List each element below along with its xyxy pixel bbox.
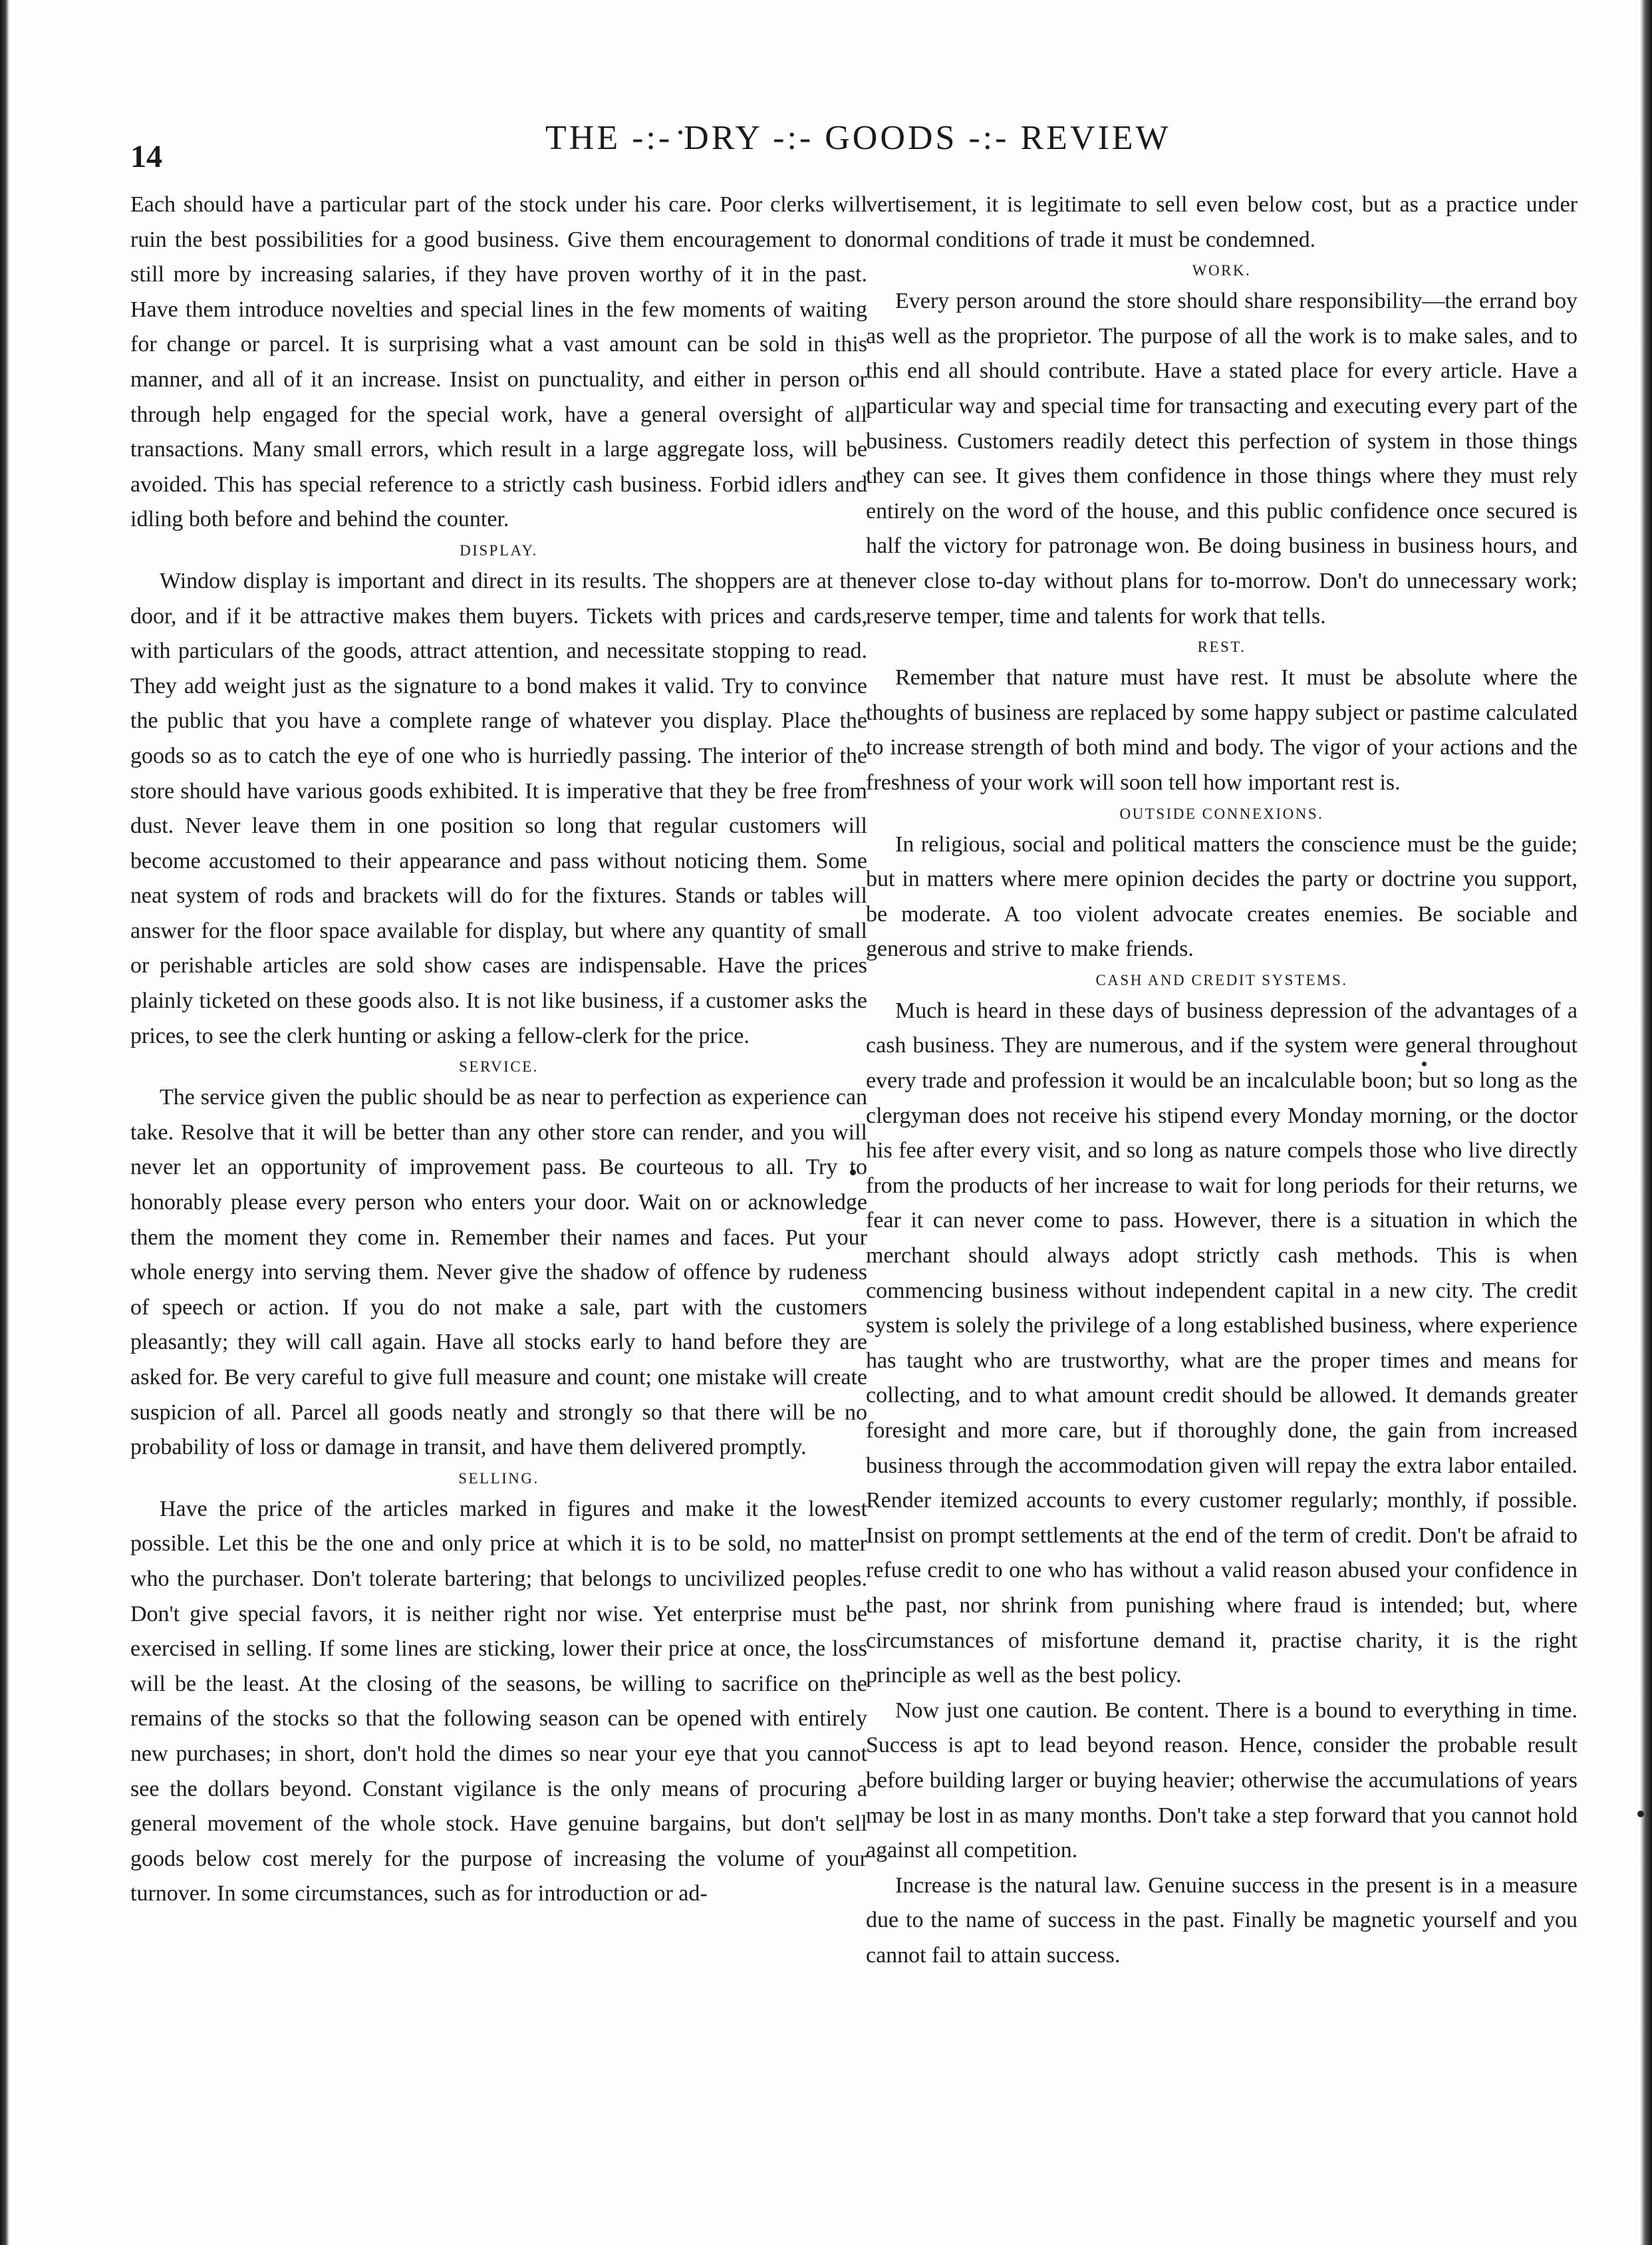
paragraph: Every person around the store should share responsibility—the errand boy as well as the proprietor. The purpose of all the work is to make sales, and to this end all should contribute. Have a stated place for every article. Have a particular way and special time for transacting and executing every part of the business. Customers readily detect this perfection of system in those things they can see. It gives them confidence in those things where they must rely entirely on the word of the house, and this public confidence once secured is half the victory for patronage won. Be doing business in business hours, and never close to-day without plans for to-morrow. Don't do unnecessary work; reserve temper, time and talents for work that tells.: [866, 289, 1578, 629]
paragraph: In religious, social and political matters the conscience must be the guide; but in matters where mere opinion decides the party or doctrine you support, be moderate. A too violent advocate creates enemies. Be sociable and generous and strive to make friends.: [866, 831, 1578, 962]
paragraph: Have the price of the articles marked in figures and make it the lowest possible. Let this be the one and only price at which it is to be sold, no matter who the purchaser. Don't tolerate bartering; that belongs to uncivilized peoples. Don't give special favors, it is neither right nor wise. Yet enterprise must be exercised in selling. If some lines are sticking, lower their price at once, the loss will be the least. At the closing of the seasons, be willing to sacrifice on the remains of the stocks so that the following season can be opened with entirely new purchases; in short, don't hold the dimes so near your eye that you cannot see the dollars beyond. Constant vigilance is the only means of procuring a general movement of the whole stock. Have genuine bargains, but don't sell goods below cost merely for the purpose of increasing the volume of your turnover. In some circumstances, such as for introduction or ad-: [130, 1496, 867, 1906]
paragraph: vertisement, it is legitimate to sell even below cost, but as a practice under normal conditions of trade it must be condemned.: [866, 192, 1578, 252]
paragraph: Each should have a particular part of the stock under his care. Poor clerks will ruin the best possibilities for a good business. Give them encouragement to do still more by increasing salaries, if they have proven worthy of it in the past. Have them introduce novelties and special lines in the few moments of waiting for change or parcel. It is surprising what a vast amount can be sold in this manner, and all of it an increase. Insist on punctuality, and either in person or through help engaged for the special work, have a general oversight of all transactions. Many small errors, which result in a large aggregate loss, will be avoided. This has special reference to a strictly cash business. Forbid idlers and idling both before and behind the counter.: [130, 192, 867, 532]
scan-edge-right: [1640, 0, 1652, 2245]
paragraph: Increase is the natural law. Genuine success in the present is in a measure due to the name of success in the past. Finally be magnetic yourself and you cannot fail to attain success.: [866, 1872, 1578, 1968]
scan-speck: [1637, 1811, 1644, 1817]
section-heading: DISPLAY.: [460, 541, 538, 559]
section-heading: WORK.: [1192, 262, 1252, 279]
page-number: 14: [130, 139, 162, 174]
section-heading: SELLING.: [458, 1469, 539, 1487]
section-heading: OUTSIDE CONNEXIONS.: [1119, 805, 1324, 822]
right-column: [866, 188, 1578, 2196]
section-heading: CASH AND CREDIT SYSTEMS.: [1095, 971, 1348, 988]
running-head: THE -:- DRY -:- GOODS -:- REVIEW: [545, 119, 1171, 157]
paragraph: Now just one caution. Be content. There is a bound to everything in time. Success is apt to lead beyond reason. Hence, consider the probable result before building larger or buying heavier; otherwise the accumulations of years may be lost in as many months. Don't take a step forward that you cannot hold against all competition.: [866, 1698, 1578, 1863]
section-heading: SERVICE.: [459, 1058, 539, 1076]
paragraph: Remember that nature must have rest. It must be absolute where the thoughts of business are replaced by some happy subject or pastime calculated to increase strength of both mind and body. The vigor of your actions and the freshness of your work will soon tell how important rest is.: [866, 665, 1578, 795]
paragraph: Window display is important and direct in its results. The shoppers are at the door, and if it be attractive makes them buyers. Tickets with prices and cards, with particulars of the goods, attract attention, and necessitate stopping to read. They add weight just as the signature to a bond makes it valid. Try to convince the public that you have a complete range of whatever you display. Place the goods so as to catch the eye of one who is hurriedly passing. The interior of the store should have various goods exhibited. It is imperative that they be free from dust. Never leave them in one position so long that regular customers will become accustomed to their appearance and pass without noticing them. Some neat system of rods and brackets will do for the fixtures. Stands or tables will answer for the floor space available for display, but where any quantity of small or perishable articles are sold show cases are indispensable. Have the prices plainly ticketed on these goods also. It is not like business, if a customer asks the prices, to see the clerk hunting or asking a fellow-clerk for the price.: [130, 568, 867, 1048]
scan-edge-left: [0, 0, 9, 2245]
paragraph: The service given the public should be as near to perfection as experience can take. Resolve that it will be better than any other store can render, and you will never let an opportunity of improvement pass. Be courteous to all. Try to honorably please every person who enters your door. Wait on or acknowledge them the moment they come in. Remember their names and faces. Put your whole energy into serving them. Never give the shadow of offence by rudeness of speech or action. If you do not make a sale, part with the customers pleasantly; they will call again. Have all stocks early to hand before they are asked for. Be very careful to give full measure and count; one mistake will create suspicion of all. Parcel all goods neatly and strongly so that there will be no probability of loss or damage in transit, and have them delivered promptly.: [130, 1085, 867, 1460]
left-column: [130, 188, 867, 2196]
section-heading: REST.: [1197, 639, 1246, 656]
paragraph: Much is heard in these days of business depression of the advantages of a cash business. They are numerous, and if the system were general throughout every trade and profession it would be an incalculable boon; but so long as the clergyman does not receive his stipend every Monday morning, or the doctor his fee after every visit, and so long as nature compels those who live directly from the products of her increase to wait for long periods for their returns, we fear it can never come to pass. However, there is a situation in which the merchant should always adopt strictly cash methods. This is when commencing business without independent capital in a new city. The credit system is solely the privilege of a long established business, where experience has taught who are trustworthy, what are the proper times and means for collecting, and to what amount credit should be allowed. It demands greater foresight and more care, but if thoroughly done, the gain from increased business through the accommodation given will repay the extra labor entailed. Render itemized accounts to every customer regularly; monthly, if possible. Insist on prompt settlements at the end of the term of credit. Don't be afraid to refuse credit to one who has without a valid reason abused your confidence in the past, nor shrink from punishing where fraud is intended; but, where circumstances of misfortune demand it, practise charity, it is the right principle as well as the best policy.: [866, 998, 1578, 1688]
